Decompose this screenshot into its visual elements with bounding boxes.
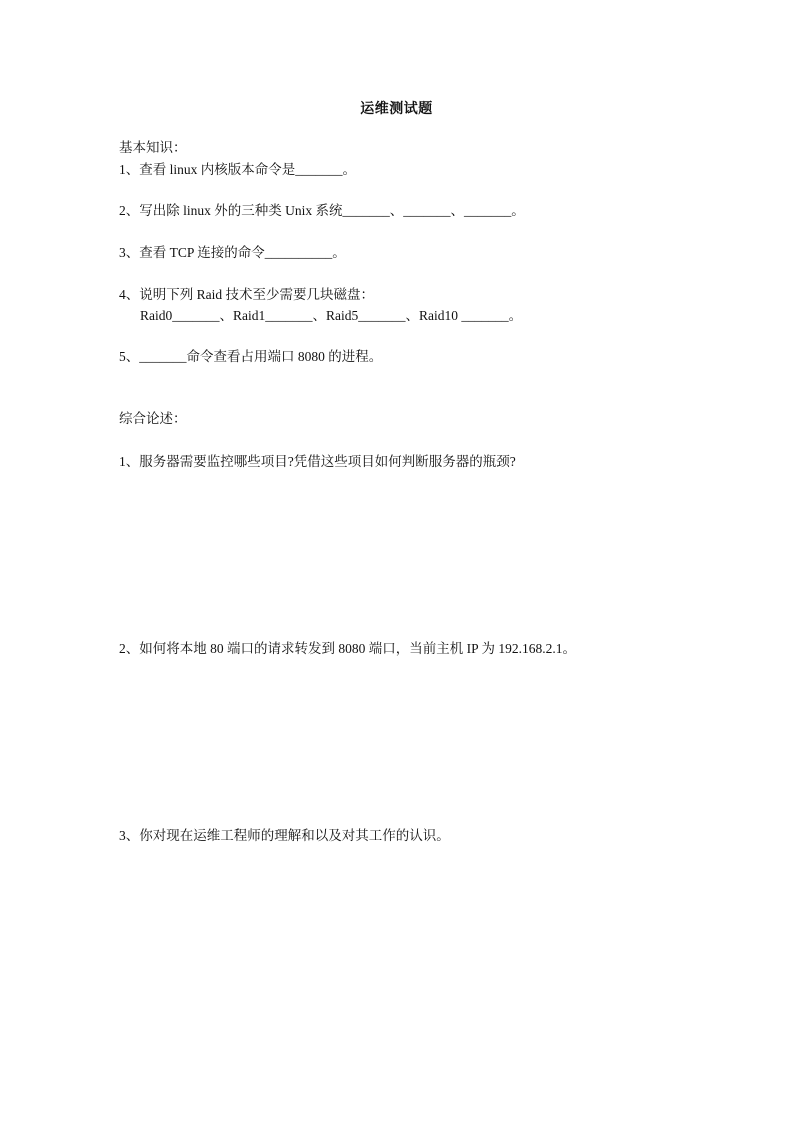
essay-heading: 综合论述： xyxy=(119,411,187,426)
page-title: 运维测试题 xyxy=(360,101,433,117)
basic-question-2: 2、写出除 linux 外的三种类 Unix 系统_______、_______、_______。 xyxy=(119,203,525,218)
basic-question-1: 1、查看 linux 内核版本命令是_______。 xyxy=(119,162,357,177)
basic-question-4: 4、说明下列 Raid 技术至少需要几块磁盘： xyxy=(119,287,374,302)
basic-question-5: 5、_______命令查看占用端口 8080 的进程。 xyxy=(119,349,383,364)
essay-question-1: 1、服务器需要监控哪些项目?凭借这些项目如何判断服务器的瓶颈? xyxy=(119,454,516,469)
basic-knowledge-heading: 基本知识： xyxy=(119,140,187,155)
essay-question-2: 2、如何将本地 80 端口的请求转发到 8080 端口，当前主机 IP 为 192.168.2.1。 xyxy=(119,641,577,656)
basic-question-4-detail: Raid0_______、Raid1_______、Raid5_______、Raid10 _______。 xyxy=(140,308,523,323)
basic-question-3: 3、查看 TCP 连接的命令__________。 xyxy=(119,245,346,260)
essay-question-3: 3、你对现在运维工程师的理解和以及对其工作的认识。 xyxy=(119,828,450,843)
